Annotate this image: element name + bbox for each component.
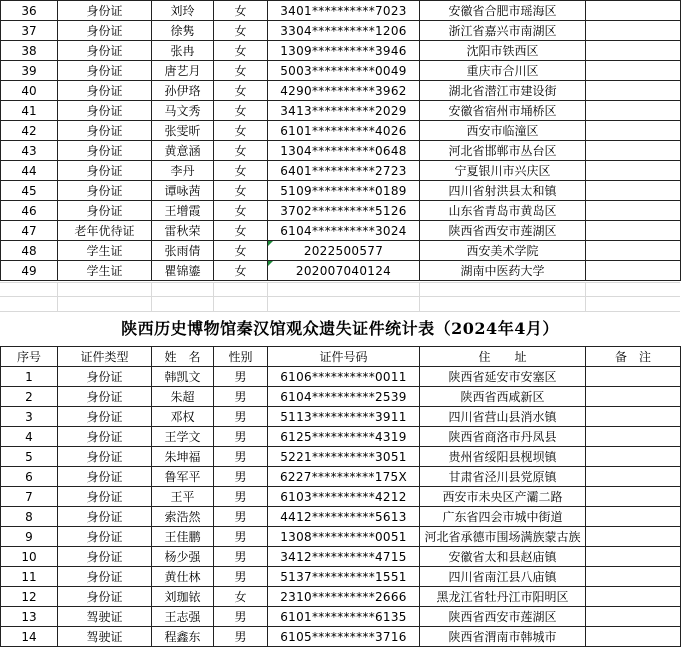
table-row <box>1 181 681 201</box>
cell-type: 驾驶证 <box>58 627 152 647</box>
cell-note <box>586 467 681 487</box>
cell-sex: 女 <box>214 41 268 61</box>
table-row <box>1 627 681 647</box>
header-address: 住 址 <box>420 347 586 367</box>
cell-sex: 男 <box>214 507 268 527</box>
cell-note <box>586 241 681 261</box>
table-row <box>1 507 681 527</box>
cell-id: 3304**********1206 <box>268 21 420 41</box>
cell-id: 6106**********0011 <box>268 367 420 387</box>
cell-address: 河北省邯郸市丛台区 <box>420 141 586 161</box>
cell-id: 3702**********5126 <box>268 201 420 221</box>
cell-note <box>586 607 681 627</box>
cell-id: 4412**********5613 <box>268 507 420 527</box>
cell-note <box>586 221 681 241</box>
cell-type: 身份证 <box>58 407 152 427</box>
table-row <box>1 447 681 467</box>
cell-note <box>586 101 681 121</box>
cell-name: 张雨倩 <box>152 241 214 261</box>
cell-name: 索浩然 <box>152 507 214 527</box>
cell-no: 47 <box>1 221 58 241</box>
cell-sex: 男 <box>214 627 268 647</box>
cell-address: 甘肃省泾川县党原镇 <box>420 467 586 487</box>
cell-name: 王增霞 <box>152 201 214 221</box>
cell-address: 陕西省延安市安塞区 <box>420 367 586 387</box>
cell-flag-icon <box>268 261 273 266</box>
cell-sex: 男 <box>214 567 268 587</box>
cell-id: 1309**********3946 <box>268 41 420 61</box>
cell-id: 5109**********0189 <box>268 181 420 201</box>
cell-name: 王平 <box>152 487 214 507</box>
cell-flag-icon <box>268 241 273 246</box>
cell-sex: 男 <box>214 487 268 507</box>
cell-note <box>586 367 681 387</box>
cell-id: 2310**********2666 <box>268 587 420 607</box>
cell-note <box>586 487 681 507</box>
cell-sex: 男 <box>214 367 268 387</box>
cell-note <box>586 261 681 281</box>
cell-address: 重庆市合川区 <box>420 61 586 81</box>
blank-rows <box>0 282 680 312</box>
cell-address: 西安市未央区产灞二路 <box>420 487 586 507</box>
cell-name: 王志强 <box>152 607 214 627</box>
cell-no: 13 <box>1 607 58 627</box>
cell-type: 身份证 <box>58 487 152 507</box>
cell-note <box>586 427 681 447</box>
table-row <box>1 201 681 221</box>
cell-id: 1304**********0648 <box>268 141 420 161</box>
cell-type: 身份证 <box>58 527 152 547</box>
cell-note <box>586 1 681 21</box>
header-name: 姓 名 <box>152 347 214 367</box>
table-row <box>1 241 681 261</box>
table-row <box>1 61 681 81</box>
cell-address: 沈阳市铁西区 <box>420 41 586 61</box>
cell-type: 身份证 <box>58 181 152 201</box>
cell-type: 身份证 <box>58 547 152 567</box>
cell-no: 6 <box>1 467 58 487</box>
cell-address: 四川省营山县消水镇 <box>420 407 586 427</box>
cell-sex: 男 <box>214 547 268 567</box>
cell-name: 韩凯文 <box>152 367 214 387</box>
table-row <box>1 547 681 567</box>
cell-address: 河北省承德市围场满族蒙古族 <box>420 527 586 547</box>
cell-no: 8 <box>1 507 58 527</box>
cell-name: 孙伊珞 <box>152 81 214 101</box>
cell-sex: 女 <box>214 181 268 201</box>
cell-note <box>586 447 681 467</box>
cell-no: 42 <box>1 121 58 141</box>
table-row <box>1 21 681 41</box>
cell-type: 身份证 <box>58 81 152 101</box>
table-row <box>1 387 681 407</box>
cell-no: 40 <box>1 81 58 101</box>
cell-note <box>586 61 681 81</box>
cell-note <box>586 407 681 427</box>
cell-type: 身份证 <box>58 427 152 447</box>
cell-sex: 女 <box>214 201 268 221</box>
cell-no: 49 <box>1 261 58 281</box>
cell-name: 刘珈铱 <box>152 587 214 607</box>
cell-note <box>586 587 681 607</box>
table-row <box>1 1 681 21</box>
cell-no: 43 <box>1 141 58 161</box>
cell-sex: 男 <box>214 467 268 487</box>
cell-sex: 女 <box>214 241 268 261</box>
header-note: 备 注 <box>586 347 681 367</box>
cell-no: 2 <box>1 387 58 407</box>
cell-no: 14 <box>1 627 58 647</box>
cell-note <box>586 21 681 41</box>
cell-name: 邓权 <box>152 407 214 427</box>
cell-no: 11 <box>1 567 58 587</box>
table-row <box>1 467 681 487</box>
table-row <box>1 587 681 607</box>
cell-note <box>586 627 681 647</box>
cell-sex: 女 <box>214 101 268 121</box>
cell-note <box>586 81 681 101</box>
cell-address: 四川省南江县八庙镇 <box>420 567 586 587</box>
cell-type: 身份证 <box>58 467 152 487</box>
cell-sex: 女 <box>214 221 268 241</box>
cell-no: 9 <box>1 527 58 547</box>
cell-address: 湖北省潜江市建设街 <box>420 81 586 101</box>
cell-address: 黑龙江省牡丹江市阳明区 <box>420 587 586 607</box>
cell-type: 老年优待证 <box>58 221 152 241</box>
cell-sex: 女 <box>214 61 268 81</box>
cell-id: 6101**********4026 <box>268 121 420 141</box>
table-row <box>1 141 681 161</box>
cell-type: 身份证 <box>58 587 152 607</box>
cell-type: 驾驶证 <box>58 607 152 627</box>
cell-note <box>586 201 681 221</box>
cell-type: 学生证 <box>58 261 152 281</box>
cell-type: 身份证 <box>58 507 152 527</box>
cell-sex: 男 <box>214 607 268 627</box>
cell-sex: 女 <box>214 121 268 141</box>
cell-address: 陕西省商洛市丹凤县 <box>420 427 586 447</box>
cell-type: 身份证 <box>58 141 152 161</box>
cell-type: 身份证 <box>58 367 152 387</box>
table-row <box>1 41 681 61</box>
cell-type: 学生证 <box>58 241 152 261</box>
cell-no: 41 <box>1 101 58 121</box>
cell-name: 雷秋荣 <box>152 221 214 241</box>
header-row <box>1 347 681 367</box>
cell-sex: 女 <box>214 21 268 41</box>
cell-address: 西安美术学院 <box>420 241 586 261</box>
cell-address: 浙江省嘉兴市南湖区 <box>420 21 586 41</box>
table-row <box>1 261 681 281</box>
cell-type: 身份证 <box>58 101 152 121</box>
cell-type: 身份证 <box>58 41 152 61</box>
cell-address: 湖南中医药大学 <box>420 261 586 281</box>
cell-id: 6227**********175X <box>268 467 420 487</box>
cell-name: 黄意涵 <box>152 141 214 161</box>
cell-name: 王佳鹏 <box>152 527 214 547</box>
cell-id: 6401**********2723 <box>268 161 420 181</box>
table-row <box>1 221 681 241</box>
cell-note <box>586 41 681 61</box>
cell-no: 3 <box>1 407 58 427</box>
cell-type: 身份证 <box>58 567 152 587</box>
cell-note <box>586 527 681 547</box>
cell-sex: 男 <box>214 527 268 547</box>
cell-name: 朱超 <box>152 387 214 407</box>
header-type: 证件类型 <box>58 347 152 367</box>
cell-id: 6104**********3024 <box>268 221 420 241</box>
table-body <box>1 1 681 281</box>
table-row <box>1 161 681 181</box>
cell-name: 程鑫东 <box>152 627 214 647</box>
table-row <box>1 81 681 101</box>
cell-id: 202007040124 <box>268 261 420 281</box>
cell-id: 3413**********2029 <box>268 101 420 121</box>
cell-note <box>586 507 681 527</box>
cell-sex: 女 <box>214 261 268 281</box>
cell-id: 3412**********4715 <box>268 547 420 567</box>
header-id: 证件号码 <box>268 347 420 367</box>
cell-type: 身份证 <box>58 21 152 41</box>
cell-no: 4 <box>1 427 58 447</box>
cell-sex: 男 <box>214 447 268 467</box>
table-row <box>1 101 681 121</box>
cell-no: 48 <box>1 241 58 261</box>
cell-note <box>586 567 681 587</box>
cell-no: 45 <box>1 181 58 201</box>
cell-id: 6101**********6135 <box>268 607 420 627</box>
cell-id: 3401**********7023 <box>268 1 420 21</box>
cell-no: 36 <box>1 1 58 21</box>
lost-documents-table <box>0 346 681 647</box>
table-row <box>1 487 681 507</box>
cell-no: 44 <box>1 161 58 181</box>
cell-id: 1308**********0051 <box>268 527 420 547</box>
header-no: 序号 <box>1 347 58 367</box>
cell-id: 6105**********3716 <box>268 627 420 647</box>
cell-sex: 男 <box>214 407 268 427</box>
cell-address: 宁夏银川市兴庆区 <box>420 161 586 181</box>
lost-documents-table-continued <box>0 0 681 281</box>
cell-sex: 男 <box>214 427 268 447</box>
table-row <box>1 607 681 627</box>
cell-note <box>586 161 681 181</box>
cell-no: 46 <box>1 201 58 221</box>
cell-type: 身份证 <box>58 1 152 21</box>
cell-address: 陕西省渭南市韩城市 <box>420 627 586 647</box>
cell-id: 2022500577 <box>268 241 420 261</box>
cell-sex: 女 <box>214 161 268 181</box>
cell-name: 徐隽 <box>152 21 214 41</box>
cell-address: 陕西省西安市莲湖区 <box>420 221 586 241</box>
cell-type: 身份证 <box>58 161 152 181</box>
cell-name: 杨少强 <box>152 547 214 567</box>
cell-address: 安徽省合肥市瑶海区 <box>420 1 586 21</box>
cell-id: 5137**********1551 <box>268 567 420 587</box>
cell-id: 6104**********2539 <box>268 387 420 407</box>
cell-address: 山东省青岛市黄岛区 <box>420 201 586 221</box>
cell-address: 西安市临潼区 <box>420 121 586 141</box>
cell-no: 38 <box>1 41 58 61</box>
cell-no: 5 <box>1 447 58 467</box>
cell-id: 4290**********3962 <box>268 81 420 101</box>
cell-name: 鲁军平 <box>152 467 214 487</box>
cell-name: 朱坤福 <box>152 447 214 467</box>
cell-name: 黄仕林 <box>152 567 214 587</box>
cell-address: 广东省四会市城中街道 <box>420 507 586 527</box>
cell-name: 马文秀 <box>152 101 214 121</box>
cell-address: 安徽省太和县赵庙镇 <box>420 547 586 567</box>
cell-address: 贵州省绥阳县枧坝镇 <box>420 447 586 467</box>
cell-sex: 女 <box>214 587 268 607</box>
cell-name: 张冉 <box>152 41 214 61</box>
cell-type: 身份证 <box>58 201 152 221</box>
cell-no: 12 <box>1 587 58 607</box>
cell-name: 瞿锦鎏 <box>152 261 214 281</box>
cell-note <box>586 387 681 407</box>
table-row <box>1 121 681 141</box>
table-body <box>1 367 681 647</box>
cell-sex: 女 <box>214 141 268 161</box>
cell-name: 刘玲 <box>152 1 214 21</box>
table-row <box>1 527 681 547</box>
cell-type: 身份证 <box>58 447 152 467</box>
cell-no: 39 <box>1 61 58 81</box>
table-row <box>1 427 681 447</box>
cell-sex: 女 <box>214 1 268 21</box>
header-sex: 性别 <box>214 347 268 367</box>
cell-name: 谭咏茜 <box>152 181 214 201</box>
cell-id: 5221**********3051 <box>268 447 420 467</box>
cell-sex: 女 <box>214 81 268 101</box>
cell-name: 唐艺月 <box>152 61 214 81</box>
cell-type: 身份证 <box>58 121 152 141</box>
cell-name: 王学文 <box>152 427 214 447</box>
cell-address: 安徽省宿州市埇桥区 <box>420 101 586 121</box>
table-row <box>1 367 681 387</box>
table-row <box>1 567 681 587</box>
cell-address: 陕西省西咸新区 <box>420 387 586 407</box>
cell-type: 身份证 <box>58 387 152 407</box>
cell-no: 37 <box>1 21 58 41</box>
cell-note <box>586 141 681 161</box>
cell-note <box>586 547 681 567</box>
cell-id: 6103**********4212 <box>268 487 420 507</box>
cell-address: 四川省射洪县太和镇 <box>420 181 586 201</box>
cell-no: 7 <box>1 487 58 507</box>
cell-id: 6125**********4319 <box>268 427 420 447</box>
cell-no: 1 <box>1 367 58 387</box>
cell-no: 10 <box>1 547 58 567</box>
cell-name: 张雯昕 <box>152 121 214 141</box>
cell-address: 陕西省西安市莲湖区 <box>420 607 586 627</box>
cell-name: 李丹 <box>152 161 214 181</box>
cell-type: 身份证 <box>58 61 152 81</box>
cell-sex: 男 <box>214 387 268 407</box>
table-title: 陕西历史博物馆秦汉馆观众遗失证件统计表（2024年4月） <box>121 319 559 338</box>
cell-id: 5003**********0049 <box>268 61 420 81</box>
table-row <box>1 407 681 427</box>
cell-id: 5113**********3911 <box>268 407 420 427</box>
cell-note <box>586 121 681 141</box>
cell-note <box>586 181 681 201</box>
